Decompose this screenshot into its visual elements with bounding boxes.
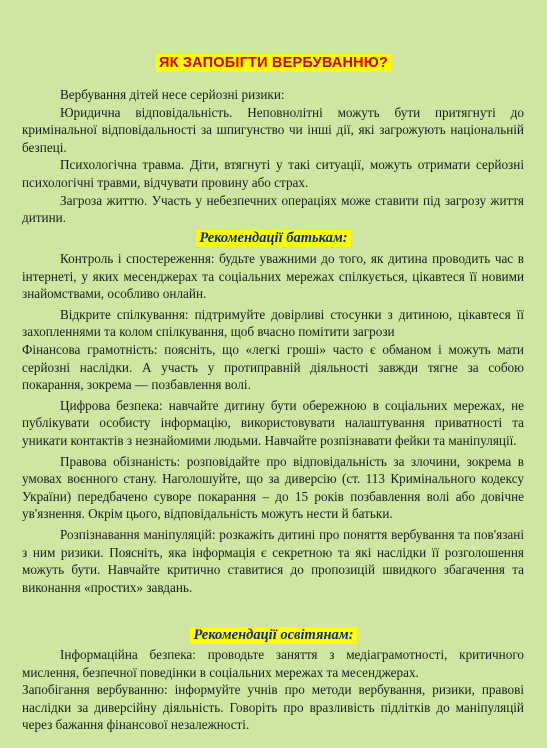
parents-paragraph: Розпізнавання маніпуляцій: розкажіть дитині про поняття вербування та пов'язані з ним ризики. Поясніть, яка інформація є секретною та які наслідки її розголошення можуть бути. Навчайте критично ставитися до пропозицій швидкого збагачення та виконання «простих» завдань. <box>22 526 524 595</box>
intro-paragraph: Юридична відповідальність. Неповнолітні можуть бути притягнуті до кримінальної відповідальності за шпигунство чи інші дії, які загрожують національній безпеці. <box>22 104 524 155</box>
teachers-paragraph: Запобігання вербуванню: інформуйте учнів про методи вербування, ризики, правові наслідки за диверсійну діяльність. Говоріть про вразливість підлітків до маніпуляцій через бажання фінансової незалежності. <box>22 682 524 733</box>
parents-paragraph: Цифрова безпека: навчайте дитину бути обережною в соціальних мережах, не публікувати особисту інформацію, використовувати налаштування приватності та уникати контактів з незнайомими людьми. Навчайте розпізнавати фейки та маніпуляції. <box>22 397 524 448</box>
intro-paragraph: Психологічна травма. Діти, втягнуті у такі ситуації, можуть отримати серйозні психологічні травми, відчувати провину або страх. <box>22 157 524 190</box>
parents-paragraph: Правова обізнаність: розповідайте про відповідальність за злочини, зокрема в умовах воєнного стану. Наголошуйте, що за диверсію (ст. 113 Кримінального кодексу України) передбачено суворе покарання – до 15 років позбавлення волі або довічне ув'язнення. Окрім цього, відповідальність можуть нести й батьки. <box>22 453 524 522</box>
parents-paragraph: Контроль і спостереження: будьте уважними до того, як дитина проводить час в інтернеті, у яких месенджерах та соціальних мережах спілкується, цікавтеся її новими знайомствами, особливо онлайн. <box>22 251 524 302</box>
parents-paragraph: Відкрите спілкування: підтримуйте довірливі стосунки з дитиною, цікавтеся її захопленнями та колом спілкування, щоб вчасно помітити загрози <box>22 306 524 340</box>
parents-section <box>22 250 524 596</box>
teachers-paragraph: Інформаційна безпека: проводьте заняття з медіаграмотності, критичного мислення, безпечної поведінки в соціальних мережах та месенджерах. <box>22 647 524 680</box>
intro-section <box>22 86 524 227</box>
title-wrap <box>0 54 547 72</box>
parents-heading-wrap <box>0 229 547 247</box>
teachers-section <box>22 646 524 734</box>
intro-paragraph: Загроза життю. Участь у небезпечних операціях може ставити під загрозу життя дитини. <box>22 192 524 226</box>
intro-paragraph: Вербування дітей несе серйозні ризики: <box>60 87 285 102</box>
teachers-heading: Рекомендації освітянам: <box>190 627 356 644</box>
parents-paragraph: Фінансова грамотність: поясніть, що «легкі гроші» часто є обманом і можуть мати серйозні наслідки. А участь у протиправній діяльності завжди тягне за собою покарання, зокрема — позбавлення волі. <box>22 341 524 393</box>
parents-heading: Рекомендації батькам: <box>196 230 350 247</box>
teachers-heading-wrap <box>0 626 547 644</box>
page-title: ЯК ЗАПОБІГТИ ВЕРБУВАННЮ? <box>156 54 391 72</box>
